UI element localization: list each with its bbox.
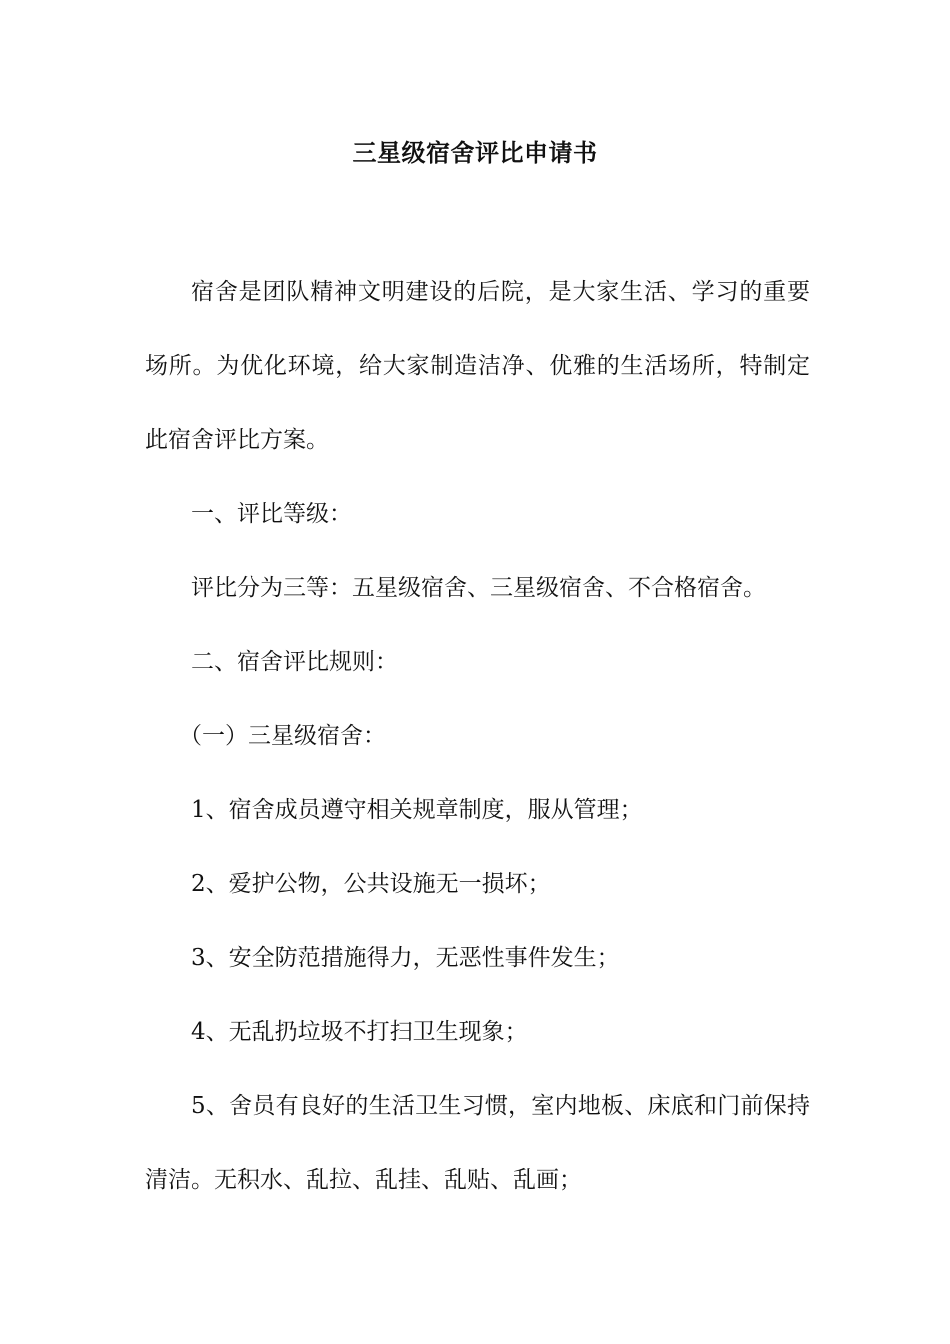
document-title: 三星级宿舍评比申请书 xyxy=(352,138,598,167)
heading-rating-levels: 一、评比等级： xyxy=(191,501,352,527)
heading-rating-rules: 二、宿舍评比规则： xyxy=(191,649,398,675)
subheading-three-star: （一）三星级宿舍： xyxy=(179,723,386,749)
rule-item-5: 5、舍员有良好的生活卫生习惯，室内地板、床底和门前保持清洁。无积水、乱拉、乱挂、乱贴、乱画； xyxy=(145,1093,810,1193)
rule-item-3: 3、安全防范措施得力，无恶性事件发生； xyxy=(191,945,620,971)
paragraph-intro: 宿舍是团队精神文明建设的后院，是大家生活、学习的重要场所。为优化环境，给大家制造洁净、优雅的生活场所，特制定此宿舍评比方案。 xyxy=(145,279,810,453)
paragraph-rating-levels: 评比分为三等：五星级宿舍、三星级宿舍、不合格宿舍。 xyxy=(191,575,766,601)
rule-item-4: 4、无乱扔垃圾不打扫卫生现象； xyxy=(191,1019,528,1045)
rule-item-2: 2、爱护公物，公共设施无一损坏； xyxy=(191,871,551,897)
document-body xyxy=(145,255,810,1217)
rule-item-1: 1、宿舍成员遵守相关规章制度，服从管理； xyxy=(191,797,643,823)
